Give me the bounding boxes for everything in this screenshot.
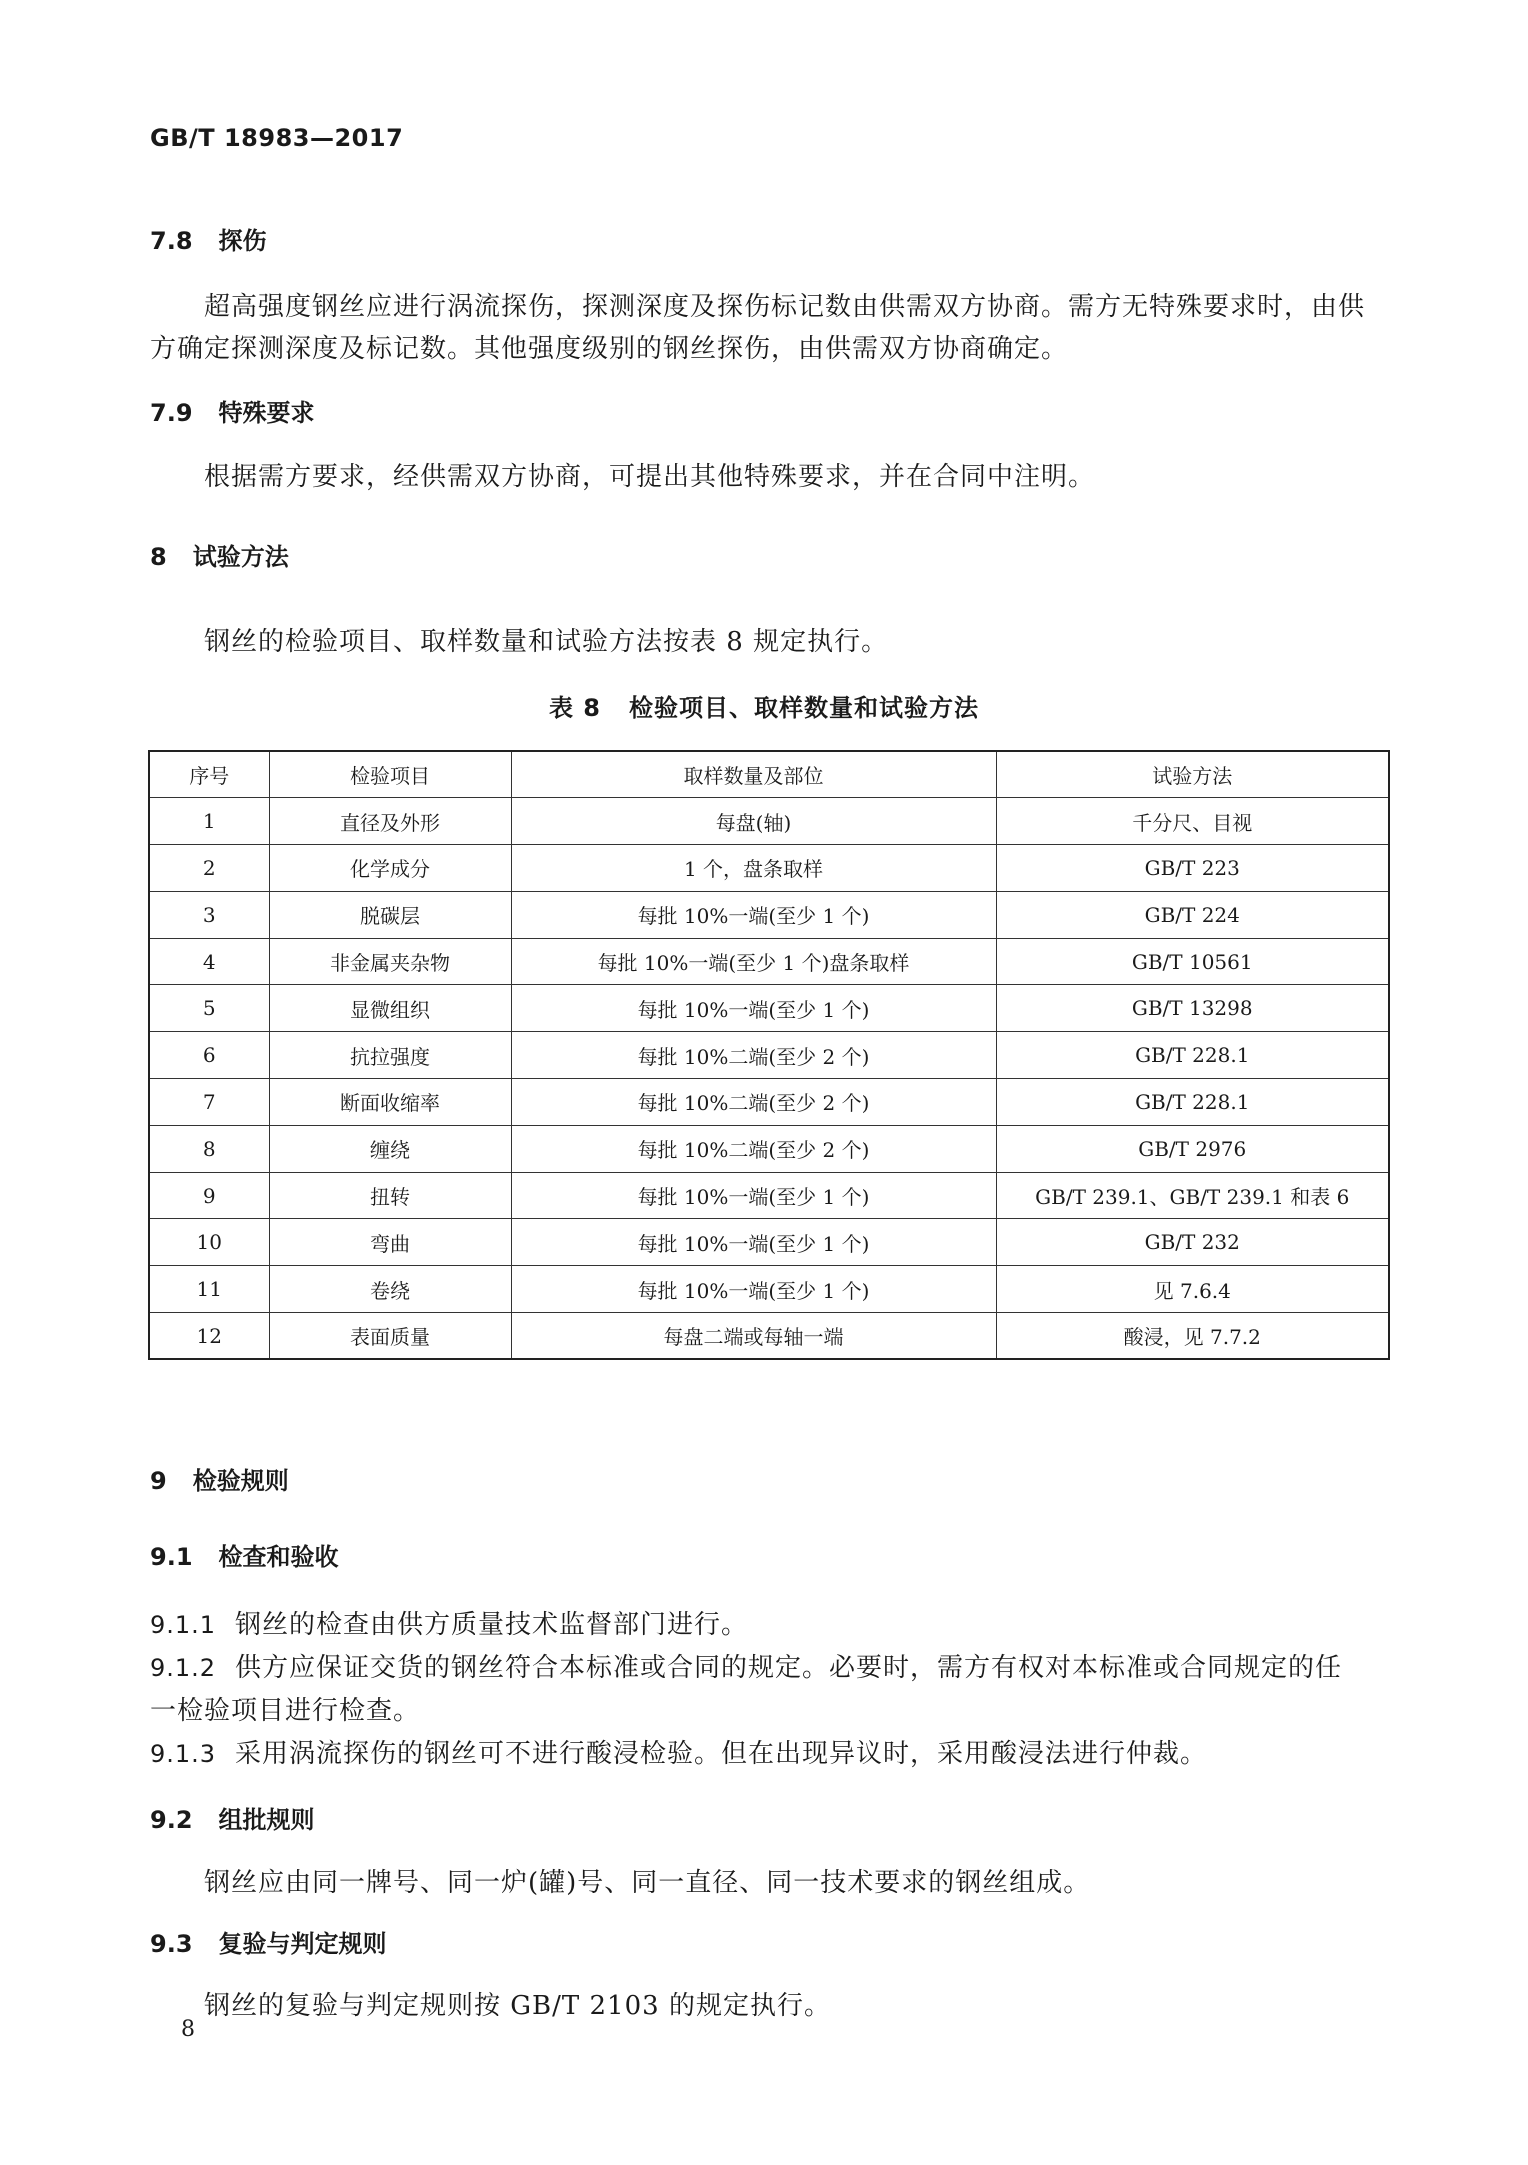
- table-cell: 直径及外形: [269, 798, 511, 845]
- table-cell: 6: [149, 1032, 269, 1079]
- section-7-9-heading: [150, 393, 315, 428]
- table-cell: 每批 10%一端(至少 1 个): [511, 1266, 996, 1313]
- clause-9-1-2: [150, 1647, 1342, 1684]
- table-row: [149, 1172, 1389, 1219]
- table-row: [149, 1079, 1389, 1126]
- table-cell: 每批 10%一端(至少 1 个): [511, 891, 996, 938]
- table-cell: 非金属夹杂物: [269, 938, 511, 985]
- table-cell: GB/T 224: [996, 891, 1389, 938]
- table-row: [149, 891, 1389, 938]
- table-cell: 11: [149, 1266, 269, 1313]
- section-9-3-heading: [150, 1924, 387, 1959]
- section-title: 检查和验收: [218, 1543, 339, 1571]
- section-title: 组批规则: [218, 1806, 315, 1834]
- table-cell: 每批 10%二端(至少 2 个): [511, 1079, 996, 1126]
- section-number: 7.9: [150, 399, 193, 427]
- table-cell: 每批 10%二端(至少 2 个): [511, 1125, 996, 1172]
- paragraph-line: 钢丝的复验与判定规则按 GB/T 2103 的规定执行。: [204, 1991, 831, 2021]
- table-cell: GB/T 2976: [996, 1125, 1389, 1172]
- column-header: 检验项目: [269, 751, 511, 798]
- table-cell: 表面质量: [269, 1313, 511, 1360]
- section-number: 9.3: [150, 1930, 193, 1958]
- table-row: [149, 1125, 1389, 1172]
- table-cell: 见 7.6.4: [996, 1266, 1389, 1313]
- table-cell: 化学成分: [269, 845, 511, 892]
- table-cell: 每盘(轴): [511, 798, 996, 845]
- clause-9-1-1: [150, 1604, 748, 1641]
- table-cell: 3: [149, 891, 269, 938]
- table-cell: 弯曲: [269, 1219, 511, 1266]
- table-cell: 千分尺、目视: [996, 798, 1389, 845]
- table-cell: 缠绕: [269, 1125, 511, 1172]
- table-cell: 1: [149, 798, 269, 845]
- column-header: 取样数量及部位: [511, 751, 996, 798]
- clause-number: 9.1.3: [150, 1740, 217, 1768]
- section-number: 9.1: [150, 1543, 193, 1571]
- clause-number: 9.1.2: [150, 1654, 217, 1682]
- table-row: [149, 1219, 1389, 1266]
- section-number: 9.2: [150, 1806, 193, 1834]
- table-cell: GB/T 239.1、GB/T 239.1 和表 6: [996, 1172, 1389, 1219]
- section-number: 8: [150, 543, 167, 571]
- section-title: 探伤: [218, 227, 267, 255]
- table-cell: GB/T 232: [996, 1219, 1389, 1266]
- section-title: 检验规则: [192, 1467, 289, 1495]
- column-header: 试验方法: [996, 751, 1389, 798]
- table-row: [149, 798, 1389, 845]
- standard-number: GB/T 18983—2017: [150, 124, 404, 152]
- table-cell: 断面收缩率: [269, 1079, 511, 1126]
- section-title: 复验与判定规则: [218, 1930, 387, 1958]
- table-header-row: [149, 751, 1389, 798]
- clause-number: 9.1.1: [150, 1611, 217, 1639]
- table-cell: 12: [149, 1313, 269, 1360]
- section-number: 7.8: [150, 227, 193, 255]
- section-9-heading: [150, 1461, 289, 1496]
- table-cell: 每盘二端或每轴一端: [511, 1313, 996, 1360]
- table-cell: 抗拉强度: [269, 1032, 511, 1079]
- table-cell: 酸浸，见 7.7.2: [996, 1313, 1389, 1360]
- table-cell: 每批 10%二端(至少 2 个): [511, 1032, 996, 1079]
- table-row: [149, 1032, 1389, 1079]
- paragraph-line: 钢丝应由同一牌号、同一炉(罐)号、同一直径、同一技术要求的钢丝组成。: [204, 1868, 1091, 1898]
- paragraph-line: 一检验项目进行检查。: [150, 1696, 421, 1726]
- section-9-1-heading: [150, 1537, 339, 1572]
- table-cell: GB/T 10561: [996, 938, 1389, 985]
- table-cell: 8: [149, 1125, 269, 1172]
- table-cell: GB/T 228.1: [996, 1032, 1389, 1079]
- paragraph-line: 超高强度钢丝应进行涡流探伤，探测深度及探伤标记数由供需双方协商。需方无特殊要求时，由供: [204, 292, 1366, 322]
- section-9-2-heading: [150, 1800, 315, 1835]
- table-cell: 脱碳层: [269, 891, 511, 938]
- table-cell: 9: [149, 1172, 269, 1219]
- table-row: [149, 1266, 1389, 1313]
- inspection-table: [148, 750, 1390, 1360]
- table-cell: 1 个，盘条取样: [511, 845, 996, 892]
- table-row: [149, 1313, 1389, 1360]
- section-number: 9: [150, 1467, 167, 1495]
- table-cell: GB/T 228.1: [996, 1079, 1389, 1126]
- column-header: 序号: [149, 751, 269, 798]
- section-7-8-heading: [150, 221, 267, 256]
- section-8-heading: [150, 537, 289, 572]
- clause-text: 钢丝的检查由供方质量技术监督部门进行。: [235, 1610, 749, 1640]
- table-caption: 表 8 检验项目、取样数量和试验方法: [548, 694, 980, 722]
- table-cell: 扭转: [269, 1172, 511, 1219]
- table-cell: 每批 10%一端(至少 1 个): [511, 1172, 996, 1219]
- table-cell: 每批 10%一端(至少 1 个): [511, 1219, 996, 1266]
- table-row: [149, 985, 1389, 1032]
- table-row: [149, 845, 1389, 892]
- page-number: 8: [181, 2017, 195, 2042]
- table-cell: 2: [149, 845, 269, 892]
- section-title: 特殊要求: [218, 399, 315, 427]
- table-cell: 每批 10%一端(至少 1 个)盘条取样: [511, 938, 996, 985]
- paragraph-line: 钢丝的检验项目、取样数量和试验方法按表 8 规定执行。: [204, 627, 889, 657]
- table-cell: 4: [149, 938, 269, 985]
- paragraph-line: 方确定探测深度及标记数。其他强度级别的钢丝探伤，由供需双方协商确定。: [150, 334, 1069, 364]
- clause-text: 供方应保证交货的钢丝符合本标准或合同的规定。必要时，需方有权对本标准或合同规定的任: [235, 1653, 1343, 1683]
- clause-text: 采用涡流探伤的钢丝可不进行酸浸检验。但在出现异议时，采用酸浸法进行仲裁。: [235, 1739, 1208, 1769]
- table-cell: 每批 10%一端(至少 1 个): [511, 985, 996, 1032]
- table-cell: 卷绕: [269, 1266, 511, 1313]
- table-cell: 10: [149, 1219, 269, 1266]
- clause-9-1-3: [150, 1733, 1207, 1770]
- paragraph-line: 根据需方要求，经供需双方协商，可提出其他特殊要求，并在合同中注明。: [204, 462, 1096, 492]
- table-cell: 7: [149, 1079, 269, 1126]
- table-row: [149, 938, 1389, 985]
- table-cell: GB/T 13298: [996, 985, 1389, 1032]
- table-cell: GB/T 223: [996, 845, 1389, 892]
- section-title: 试验方法: [192, 543, 289, 571]
- table-cell: 5: [149, 985, 269, 1032]
- table-cell: 显微组织: [269, 985, 511, 1032]
